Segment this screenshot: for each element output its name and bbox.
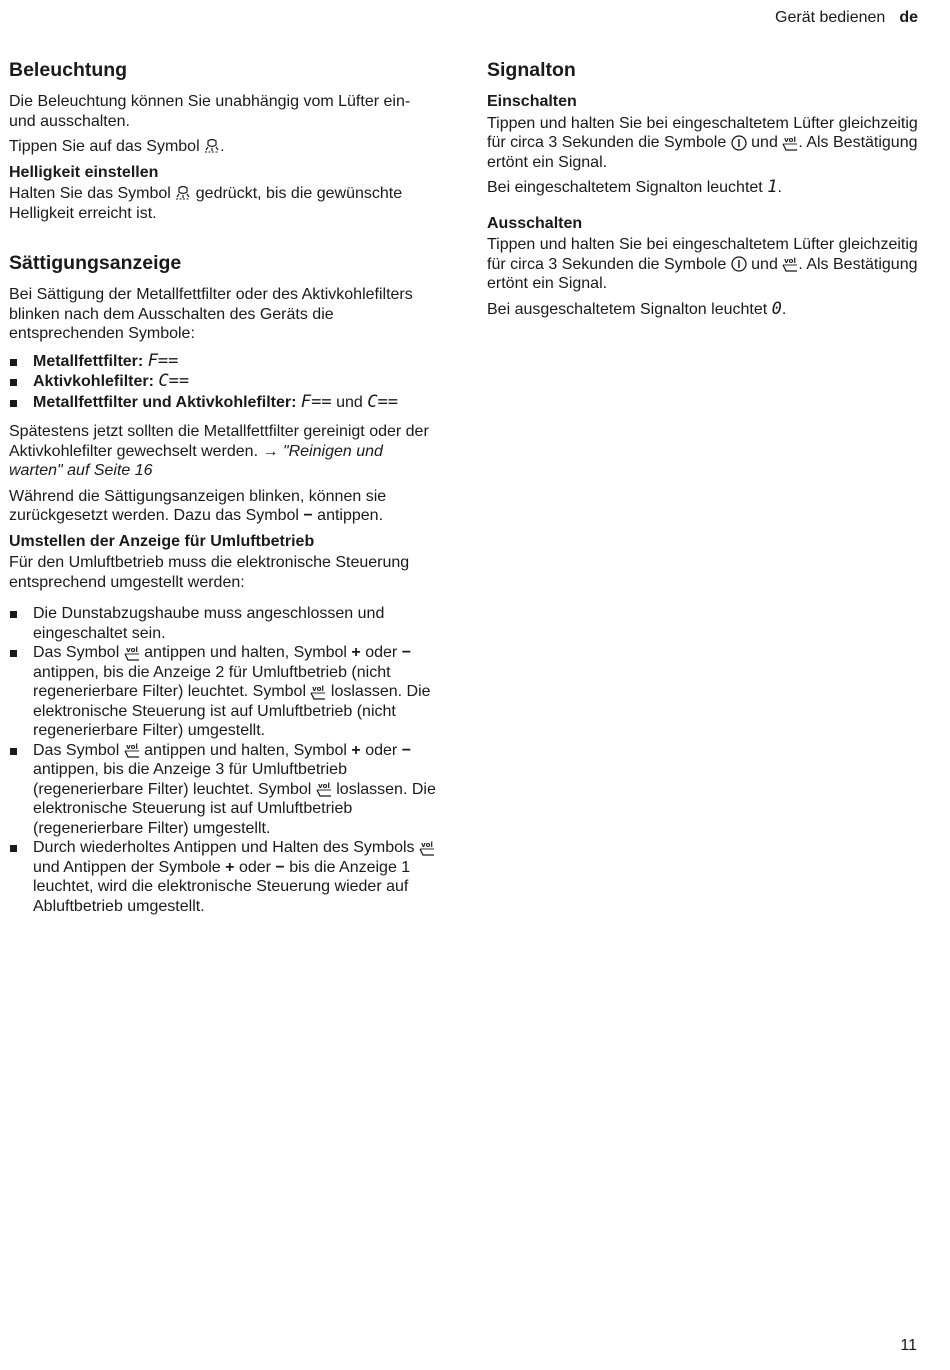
minus-icon: − (401, 644, 412, 661)
umluft-steps-list (9, 604, 441, 916)
saettigung-reset-note (9, 487, 441, 526)
minus-icon: − (275, 858, 285, 876)
text-fragment: gedrückt, bis die gewünschte Helligkeit erreicht ist. (9, 185, 403, 222)
right-column (487, 58, 919, 325)
list-item (9, 643, 441, 741)
list-item (9, 741, 441, 839)
text-fragment: Durch wiederholtes Antippen und Halten des Symbols (33, 839, 415, 856)
segment-display-0: 0 (771, 298, 782, 319)
text-fragment: Halten Sie das Symbol (9, 185, 171, 202)
header-language: de (899, 9, 918, 26)
vol-icon (124, 742, 140, 758)
saettigung-cleaning-note (9, 422, 441, 481)
vol-icon (316, 781, 332, 797)
text-fragment: Tippen Sie auf das Symbol (9, 138, 200, 155)
text-fragment: und (751, 255, 778, 273)
helligkeit-text (9, 184, 441, 223)
list-item (9, 372, 441, 392)
text-fragment: und (751, 134, 778, 151)
info-circle-icon (731, 135, 747, 151)
text-fragment: Metallfettfilter und Aktivkohlefilter: (33, 393, 297, 411)
umluft-intro: Für den Umluftbetrieb muss die elektronische Steuerung entsprechend umgestellt werden: (9, 554, 410, 591)
text-fragment: oder (365, 644, 398, 661)
plus-icon: + (351, 644, 361, 661)
left-column (9, 58, 441, 926)
signalton-heading: Signalton (487, 59, 576, 81)
text-fragment: loslassen. Die elektronische Steuerung ist auf Umluftbetrieb (regenerierbare Filter) umgestellt. (33, 780, 436, 837)
minus-icon: − (303, 507, 313, 524)
lamp-icon (204, 139, 220, 154)
beleuchtung-tap-instruction (9, 137, 441, 157)
vol-icon (419, 840, 435, 856)
text-fragment: antippen, bis die Anzeige 3 für Umluftbetrieb (regenerierbare Filter) leuchtet. Symbol (33, 761, 347, 798)
text-fragment: Tippen und halten Sie bei eingeschaltetem Lüfter gleichzeitig für circa 3 Sekunden die Symbole (487, 236, 918, 273)
text-fragment: Tippen und halten Sie bei eingeschaltetem Lüfter gleichzeitig für circa 3 Sekunden die Symbole (487, 114, 918, 151)
lamp-icon (175, 186, 191, 201)
plus-icon: + (351, 741, 361, 759)
beleuchtung-heading: Beleuchtung (9, 59, 128, 81)
beleuchtung-intro: Die Beleuchtung können Sie unabhängig vom Lüfter ein- und ausschalten. (9, 93, 411, 130)
text-fragment: loslassen. Die elektronische Steuerung ist auf Umluftbetrieb (nicht regenerierbare Filter) umgestellt. (33, 683, 431, 739)
list-item (9, 393, 441, 413)
list-item (9, 838, 441, 916)
text-fragment: . (781, 300, 787, 318)
minus-icon: − (401, 741, 412, 759)
text-fragment: . (777, 179, 782, 196)
segment-display-f: F== (147, 350, 179, 371)
saettigung-heading: Sättigungsanzeige (9, 252, 182, 274)
segment-display-f: F== (300, 391, 332, 412)
page-header (775, 8, 918, 28)
ausschalten-heading: Ausschalten (487, 214, 583, 232)
text-fragment: Bei eingeschaltetem Signalton leuchtet (487, 179, 763, 196)
text-fragment: . Als Bestätigung ertönt ein Signal. (487, 134, 918, 171)
list-item: Die Dunstabzugshaube muss angeschlossen und eingeschaltet sein. (9, 604, 441, 643)
segment-display-1: 1 (767, 177, 778, 197)
segment-display-c: C== (367, 391, 398, 412)
text-fragment: bis die Anzeige 1 leuchtet, wird die elektronische Steuerung wieder auf Abluftbetrieb umgestellt. (33, 858, 411, 915)
vol-icon (124, 645, 140, 661)
header-section-title: Gerät bedienen (775, 9, 886, 26)
text-fragment: antippen und halten, Symbol (144, 741, 347, 759)
page-reference-link[interactable]: "Reinigen und warten" auf Seite 16 (9, 442, 383, 479)
vol-icon (310, 684, 326, 700)
text-fragment: Aktivkohlefilter: (33, 373, 154, 390)
info-circle-icon (731, 256, 747, 272)
ausschalten-text (487, 235, 919, 294)
einschalten-status (487, 178, 919, 198)
text-fragment: Während die Sättigungsanzeigen blinken, können sie zurückgesetzt werden. Dazu das Symbol (9, 487, 387, 524)
filter-symbol-list (9, 352, 441, 413)
text-fragment: antippen. (317, 507, 384, 524)
vol-icon (782, 135, 798, 151)
list-item (9, 352, 441, 372)
text-fragment: oder (238, 858, 271, 876)
text-fragment: Spätestens jetzt sollten die Metallfettfilter gereinigt oder der Aktivkohlefilter gewechselt werden. (9, 423, 429, 460)
text-fragment: Bei ausgeschaltetem Signalton leuchtet (487, 300, 768, 318)
text-fragment: Das Symbol (33, 741, 120, 759)
text-fragment: und (336, 393, 363, 411)
text-fragment: antippen und halten, Symbol (144, 644, 347, 661)
text-fragment: Das Symbol (33, 644, 120, 661)
helligkeit-heading: Helligkeit einstellen (9, 163, 159, 181)
einschalten-text (487, 114, 919, 173)
page-number: 11 (900, 1336, 917, 1354)
text-fragment: antippen, bis die Anzeige 2 für Umluftbetrieb (nicht regenerierbare Filter) leuchtet. Symbol (33, 663, 391, 700)
umluft-heading: Umstellen der Anzeige für Umluftbetrieb (9, 532, 315, 550)
saettigung-intro: Bei Sättigung der Metallfettfilter oder des Aktivkohlefilters blinken nach dem Ausschalten des Geräts die entsprechenden Symbole: (9, 286, 413, 342)
text-fragment: Metallfettfilter: (33, 352, 144, 370)
arrow-right-icon: → (262, 442, 279, 460)
vol-icon (782, 256, 798, 272)
plus-icon: + (225, 858, 235, 876)
text-fragment: und Antippen der Symbole (33, 858, 221, 876)
text-fragment: oder (365, 741, 398, 759)
ausschalten-status (487, 300, 919, 320)
segment-display-c: C== (158, 371, 190, 391)
text-fragment: . (220, 138, 225, 155)
einschalten-heading: Einschalten (487, 93, 577, 110)
text-fragment: . Als Bestätigung ertönt ein Signal. (487, 255, 918, 292)
